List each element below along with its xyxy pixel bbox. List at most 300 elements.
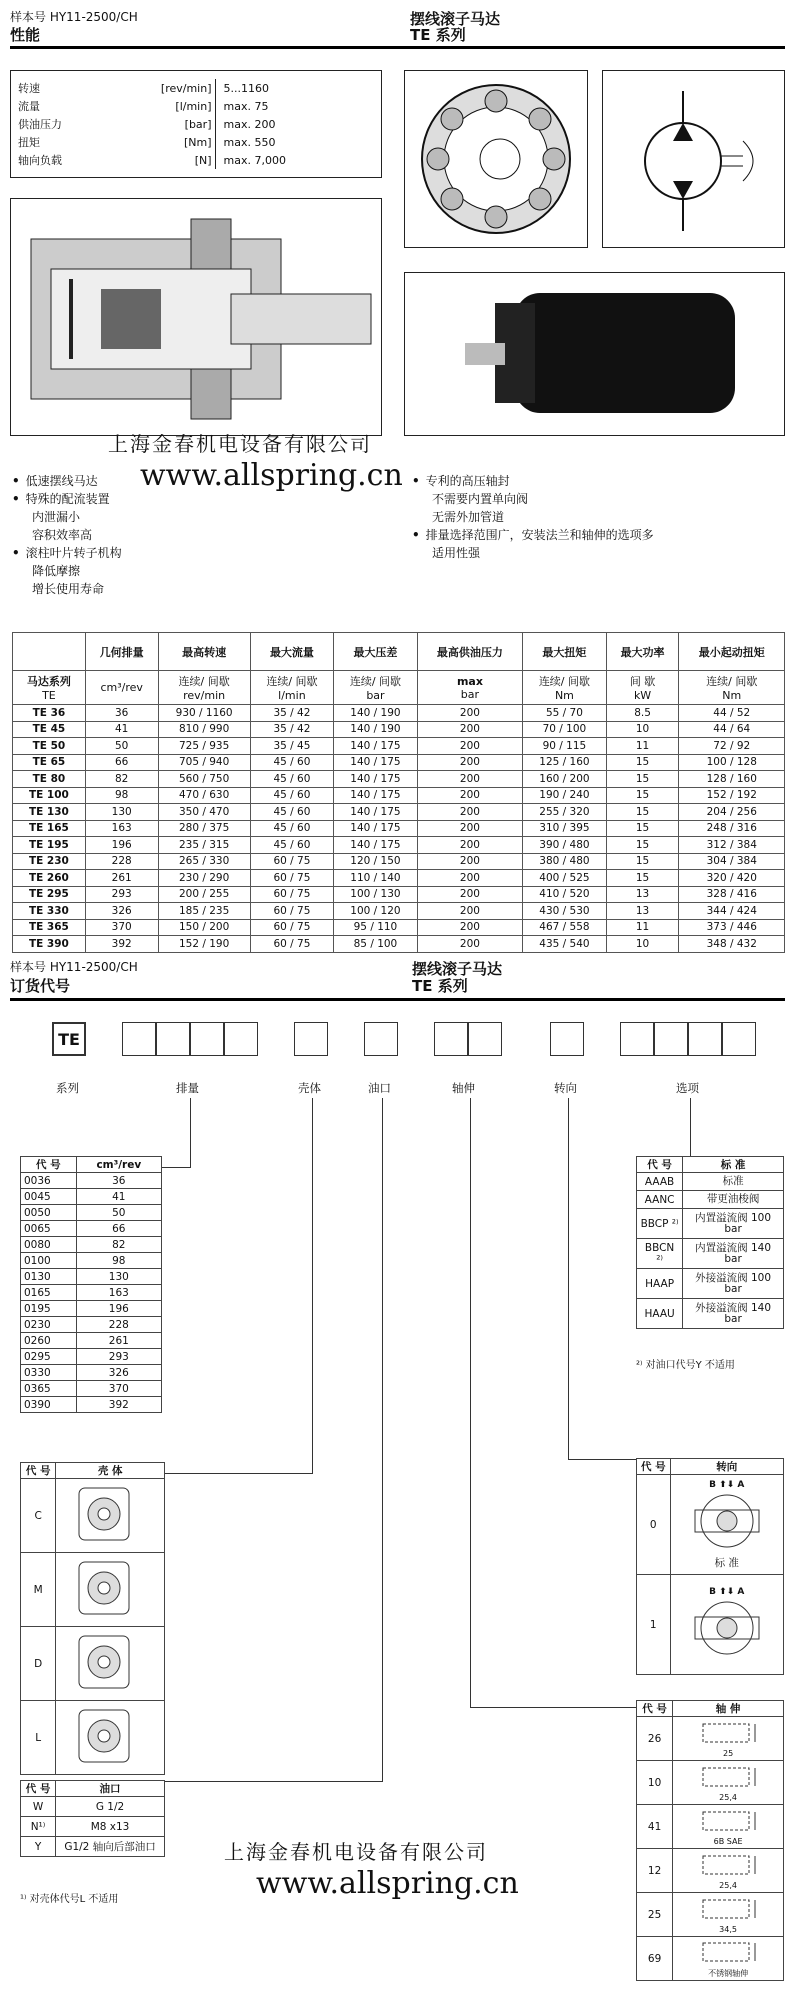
table-cell: 45 / 60 <box>250 754 334 771</box>
disp-value: 163 <box>76 1285 161 1301</box>
table-cell: 140 / 175 <box>334 738 418 755</box>
opt-code: HAAP <box>637 1269 683 1299</box>
col-subheader <box>334 671 418 705</box>
connector-disp-h <box>160 1167 191 1168</box>
spec-box <box>10 70 382 178</box>
disp-code: 0080 <box>21 1237 77 1253</box>
disp-value: 196 <box>76 1301 161 1317</box>
col-header: 最高供油压力 <box>417 633 522 671</box>
shaft-note: 34,5 <box>719 1924 737 1934</box>
table-cell: 15 <box>606 853 679 870</box>
table-cell: 8.5 <box>606 705 679 722</box>
table-cell: 100 / 128 <box>679 754 785 771</box>
bullet-text: 专利的高压轴封 <box>425 474 510 488</box>
housing-h1: 代 号 <box>21 1463 56 1479</box>
table-row <box>637 1849 784 1893</box>
bullet-text: 特殊的配流装置 <box>25 492 110 506</box>
table-cell: 410 / 520 <box>523 886 607 903</box>
table-cell: 200 <box>417 837 522 854</box>
rot-drawing <box>670 1475 783 1575</box>
shaft-table <box>636 1700 784 1981</box>
disp-code: 0065 <box>21 1221 77 1237</box>
spec-row <box>15 151 375 169</box>
table-row <box>637 1937 784 1981</box>
table-cell: 228 <box>85 853 158 870</box>
bullet-item: • 专利的高压轴封 <box>412 474 510 488</box>
table-cell: 45 / 60 <box>250 820 334 837</box>
col-header: 最大扭矩 <box>523 633 607 671</box>
disp-value: 130 <box>76 1269 161 1285</box>
opt-code: HAAU <box>637 1299 683 1329</box>
shaft-h2: 轴 伸 <box>673 1701 784 1717</box>
table-cell: 370 <box>85 919 158 936</box>
table-row <box>13 936 785 953</box>
table-row <box>13 820 785 837</box>
table-cell: 230 / 290 <box>158 870 250 887</box>
table-row <box>13 738 785 755</box>
table-cell: 293 <box>85 886 158 903</box>
spec-name: 供油压力 <box>18 118 62 131</box>
product-title: 摆线滚子马达 <box>410 10 501 28</box>
table-row <box>21 1269 162 1285</box>
housing-code: M <box>21 1553 56 1627</box>
table-cell: TE 230 <box>13 853 86 870</box>
col-subheader-b: cm³/rev <box>100 681 143 694</box>
table-cell: TE 390 <box>13 936 86 953</box>
col-header: 几何排量 <box>85 633 158 671</box>
spec-row <box>15 115 375 133</box>
housing-code: C <box>21 1479 56 1553</box>
product-title-2: 摆线滚子马达 <box>412 960 503 978</box>
table-cell: 72 / 92 <box>679 738 785 755</box>
table-cell: 200 <box>417 870 522 887</box>
table-cell: 248 / 316 <box>679 820 785 837</box>
disp-value: 293 <box>76 1349 161 1365</box>
col-subheader <box>250 671 334 705</box>
table-row <box>13 804 785 821</box>
rot-ab: B ⬆⬇ A <box>709 1479 745 1490</box>
table-cell: 392 <box>85 936 158 953</box>
table-cell: 82 <box>85 771 158 788</box>
spec-value: max. 550 <box>223 135 276 149</box>
table-row <box>13 919 785 936</box>
table-cell: TE 260 <box>13 870 86 887</box>
col-subheader-b: bar <box>366 689 385 702</box>
bullet-text: 排量选择范围广，安装法兰和轴伸的选项多 <box>425 528 654 542</box>
rot-h1: 代 号 <box>637 1459 671 1475</box>
table-row <box>21 1837 165 1857</box>
col-subheader <box>85 671 158 705</box>
shaft-note: 6B SAE <box>713 1836 743 1846</box>
table-cell: TE 100 <box>13 787 86 804</box>
shaft-drawing <box>673 1849 784 1893</box>
bullet-sub: 不需要内置单向阀 <box>432 492 529 506</box>
table-row <box>21 1205 162 1221</box>
col-subheader-a: 连续/ 间歇 <box>538 675 591 688</box>
table-cell: 110 / 140 <box>334 870 418 887</box>
table-cell: 163 <box>85 820 158 837</box>
table-row <box>637 1893 784 1937</box>
table-cell: 98 <box>85 787 158 804</box>
shaft-drawing <box>673 1893 784 1937</box>
spec-unit: [Nm] <box>155 133 215 151</box>
table-cell: 261 <box>85 870 158 887</box>
table-row <box>21 1333 162 1349</box>
col-header: 最高转速 <box>158 633 250 671</box>
catalog-number: 样本号 HY11-2500/CH <box>10 10 138 24</box>
code-box-rotation <box>550 1022 584 1056</box>
connector-shaft-h <box>470 1707 638 1708</box>
col-subheader <box>606 671 679 705</box>
table-cell: 235 / 315 <box>158 837 250 854</box>
table-row <box>21 1301 162 1317</box>
col-subheader-b: Nm <box>722 689 742 702</box>
rot-ab: B ⬆⬇ A <box>709 1587 745 1597</box>
disp-value: 370 <box>76 1381 161 1397</box>
rot-drawing <box>670 1575 783 1675</box>
label-shaft: 轴伸 <box>452 1081 475 1095</box>
bullet-item: • 滚柱叶片转子机构 <box>12 546 122 560</box>
table-row <box>21 1479 165 1553</box>
col-subheader-b: rev/min <box>183 689 226 702</box>
performance-table <box>12 632 785 953</box>
table-cell: 35 / 45 <box>250 738 334 755</box>
bullet-sub: 容积效率高 <box>32 528 93 542</box>
table-cell: 200 <box>417 771 522 788</box>
opt-code: AANC <box>637 1191 683 1209</box>
watermark-url: www.allspring.cn <box>140 458 403 493</box>
code-box-opt-4 <box>722 1022 756 1056</box>
disp-h2: cm³/rev <box>76 1157 161 1173</box>
table-cell: 185 / 235 <box>158 903 250 920</box>
col-header: 最大流量 <box>250 633 334 671</box>
opt-value: 外接溢流阀 100 bar <box>683 1269 784 1299</box>
table-row <box>21 1349 162 1365</box>
table-cell: 66 <box>85 754 158 771</box>
table-cell: 15 <box>606 837 679 854</box>
disp-code: 0045 <box>21 1189 77 1205</box>
label-port: 油口 <box>368 1081 391 1095</box>
options-note: ²⁾ 对油口代号Y 不适用 <box>636 1360 735 1371</box>
col-header: 最小起动扭矩 <box>679 633 785 671</box>
port-code: W <box>21 1797 56 1817</box>
table-cell: 200 <box>417 886 522 903</box>
table-row <box>637 1475 784 1575</box>
table-cell: 70 / 100 <box>523 721 607 738</box>
shaft-drawing <box>673 1717 784 1761</box>
table-cell: 41 <box>85 721 158 738</box>
rot-code: 0 <box>637 1475 671 1575</box>
rot-code: 1 <box>637 1575 671 1675</box>
table-row <box>637 1299 784 1329</box>
rotor-image <box>404 70 588 248</box>
table-cell: 200 <box>417 705 522 722</box>
housing-drawing <box>56 1701 165 1775</box>
table-cell: 200 <box>417 853 522 870</box>
port-note: ¹⁾ 对壳体代号L 不适用 <box>20 1894 119 1905</box>
table-cell: 200 <box>417 738 522 755</box>
table-cell: 470 / 630 <box>158 787 250 804</box>
table-row <box>13 787 785 804</box>
table-row <box>637 1239 784 1269</box>
table-row <box>21 1221 162 1237</box>
table-cell: TE 50 <box>13 738 86 755</box>
table-cell: 200 <box>417 804 522 821</box>
col-subheader <box>679 671 785 705</box>
feature-list-left <box>12 472 302 598</box>
table-cell: 140 / 175 <box>334 754 418 771</box>
col-subheader-a: max <box>456 674 483 688</box>
table-cell: 400 / 525 <box>523 870 607 887</box>
connector-housing <box>312 1098 313 1474</box>
motor-photo <box>404 272 785 436</box>
code-box-shaft-2 <box>468 1022 502 1056</box>
table-cell: TE 130 <box>13 804 86 821</box>
table-cell: 320 / 420 <box>679 870 785 887</box>
spec-name: 扭矩 <box>18 136 40 149</box>
bullet-sub: 适用性强 <box>432 546 481 560</box>
table-cell: 35 / 42 <box>250 705 334 722</box>
spec-value: 5...1160 <box>223 81 269 95</box>
table-cell: 265 / 330 <box>158 853 250 870</box>
port-h2: 油口 <box>56 1781 165 1797</box>
disp-code: 0365 <box>21 1381 77 1397</box>
rotation-table <box>636 1458 784 1675</box>
table-row <box>21 1701 165 1775</box>
table-cell: 95 / 110 <box>334 919 418 936</box>
spec-row <box>15 133 375 151</box>
table-cell: 430 / 530 <box>523 903 607 920</box>
shaft-code: 69 <box>637 1937 673 1981</box>
table-cell: 60 / 75 <box>250 853 334 870</box>
disp-code: 0295 <box>21 1349 77 1365</box>
table-cell: 312 / 384 <box>679 837 785 854</box>
shaft-note: 不锈钢轴伸 <box>708 1968 749 1978</box>
table-cell: 150 / 200 <box>158 919 250 936</box>
shaft-note: 25,4 <box>719 1792 737 1802</box>
table-row <box>21 1817 165 1837</box>
label-options: 选项 <box>676 1081 699 1095</box>
connector-port <box>382 1098 383 1782</box>
shaft-h1: 代 号 <box>637 1701 673 1717</box>
port-code: Y <box>21 1837 56 1857</box>
table-cell: 140 / 175 <box>334 787 418 804</box>
table-cell: 200 <box>417 936 522 953</box>
col-subheader-a: 间 歇 <box>629 675 656 688</box>
table-cell: 140 / 190 <box>334 721 418 738</box>
table-cell: 45 / 60 <box>250 804 334 821</box>
code-box-housing <box>294 1022 328 1056</box>
shaft-code: 26 <box>637 1717 673 1761</box>
disp-value: 326 <box>76 1365 161 1381</box>
col-header: 最大功率 <box>606 633 679 671</box>
table-cell: 50 <box>85 738 158 755</box>
disp-code: 0390 <box>21 1397 77 1413</box>
disp-value: 82 <box>76 1237 161 1253</box>
table-cell: 90 / 115 <box>523 738 607 755</box>
spec-name: 轴向负载 <box>18 154 62 167</box>
header-rule-2 <box>10 998 785 1001</box>
options-table <box>636 1156 784 1329</box>
table-cell: 200 / 255 <box>158 886 250 903</box>
table-cell: TE 36 <box>13 705 86 722</box>
table-cell: 15 <box>606 787 679 804</box>
table-row <box>21 1189 162 1205</box>
table-cell: 140 / 175 <box>334 771 418 788</box>
table-cell: 15 <box>606 771 679 788</box>
disp-value: 98 <box>76 1253 161 1269</box>
table-row <box>13 903 785 920</box>
table-cell: 310 / 395 <box>523 820 607 837</box>
table-row <box>21 1237 162 1253</box>
label-rotation: 转向 <box>554 1081 577 1095</box>
order-title: 订货代号 <box>10 977 71 995</box>
opt-h1: 代 号 <box>637 1157 683 1173</box>
table-row <box>21 1173 162 1189</box>
header-rule <box>10 46 785 49</box>
opt-code: BBCP ²⁾ <box>637 1209 683 1239</box>
table-cell: 152 / 192 <box>679 787 785 804</box>
spec-value: max. 200 <box>223 117 276 131</box>
table-cell: 204 / 256 <box>679 804 785 821</box>
col-subheader-b: TE <box>42 689 56 702</box>
table-row <box>21 1253 162 1269</box>
spec-unit: [l/min] <box>155 97 215 115</box>
table-cell: 60 / 75 <box>250 919 334 936</box>
table-cell: 15 <box>606 804 679 821</box>
spec-value: max. 75 <box>223 99 269 113</box>
table-cell: 125 / 160 <box>523 754 607 771</box>
code-box-disp-4 <box>224 1022 258 1056</box>
table-cell: 45 / 60 <box>250 787 334 804</box>
connector-rotation <box>568 1098 569 1460</box>
bullet-text: 低速摆线马达 <box>25 474 98 488</box>
spec-row <box>15 79 375 97</box>
table-cell: 810 / 990 <box>158 721 250 738</box>
table-cell: 390 / 480 <box>523 837 607 854</box>
table-cell: 55 / 70 <box>523 705 607 722</box>
product-series: TE 系列 <box>410 26 466 44</box>
table-row <box>637 1761 784 1805</box>
table-cell: 11 <box>606 738 679 755</box>
disp-code: 0230 <box>21 1317 77 1333</box>
table-row <box>637 1805 784 1849</box>
code-box-disp-3 <box>190 1022 224 1056</box>
table-cell: 930 / 1160 <box>158 705 250 722</box>
table-cell: 328 / 416 <box>679 886 785 903</box>
table-cell: 200 <box>417 820 522 837</box>
col-subheader-a: 马达系列 <box>26 675 71 688</box>
opt-code: BBCN ²⁾ <box>637 1239 683 1269</box>
table-cell: 326 <box>85 903 158 920</box>
table-row <box>21 1381 162 1397</box>
table-cell: 255 / 320 <box>523 804 607 821</box>
disp-value: 228 <box>76 1317 161 1333</box>
opt-code: AAAB <box>637 1173 683 1191</box>
table-cell: 15 <box>606 870 679 887</box>
table-cell: TE 65 <box>13 754 86 771</box>
table-row <box>21 1627 165 1701</box>
table-cell: TE 365 <box>13 919 86 936</box>
disp-code: 0036 <box>21 1173 77 1189</box>
table-cell: 36 <box>85 705 158 722</box>
opt-value: 带更油梭阀 <box>683 1191 784 1209</box>
connector-shaft <box>470 1098 471 1708</box>
col-subheader-b: Nm <box>554 689 574 702</box>
table-row <box>13 886 785 903</box>
disp-code: 0195 <box>21 1301 77 1317</box>
table-cell: 200 <box>417 754 522 771</box>
bullet-item: • 排量选择范围广，安装法兰和轴伸的选项多 <box>412 528 654 542</box>
disp-code: 0260 <box>21 1333 77 1349</box>
table-cell: 11 <box>606 919 679 936</box>
connector-rotation-h <box>568 1459 638 1460</box>
port-value: M8 x13 <box>56 1817 165 1837</box>
table-cell: 380 / 480 <box>523 853 607 870</box>
label-displacement: 排量 <box>176 1081 199 1095</box>
table-cell: 200 <box>417 787 522 804</box>
code-box-disp-2 <box>156 1022 190 1056</box>
bullet-item: • 低速摆线马达 <box>12 474 98 488</box>
table-cell: 705 / 940 <box>158 754 250 771</box>
cutaway-image <box>10 198 382 436</box>
table-row <box>637 1717 784 1761</box>
table-cell: 467 / 558 <box>523 919 607 936</box>
table-cell: 140 / 175 <box>334 837 418 854</box>
housing-drawing <box>56 1553 165 1627</box>
table-cell: 152 / 190 <box>158 936 250 953</box>
table-cell: 140 / 190 <box>334 705 418 722</box>
table-cell: 45 / 60 <box>250 837 334 854</box>
table-cell: 280 / 375 <box>158 820 250 837</box>
port-value: G1/2 轴向后部油口 <box>56 1837 165 1857</box>
col-subheader-a: 连续/ 间歇 <box>178 675 230 688</box>
code-box-port <box>364 1022 398 1056</box>
table-cell: 373 / 446 <box>679 919 785 936</box>
bullet-text: 滚柱叶片转子机构 <box>25 546 122 560</box>
table-cell: TE 195 <box>13 837 86 854</box>
rot-standard: 标 准 <box>714 1556 739 1569</box>
table-row <box>21 1317 162 1333</box>
table-cell: TE 80 <box>13 771 86 788</box>
housing-table <box>20 1462 165 1775</box>
table-row <box>637 1269 784 1299</box>
rot-h2: 转向 <box>670 1459 783 1475</box>
bullet-sub: 降低摩擦 <box>32 564 81 578</box>
code-box-disp-1 <box>122 1022 156 1056</box>
table-row <box>13 771 785 788</box>
code-box-te: TE <box>52 1022 86 1056</box>
table-cell: 190 / 240 <box>523 787 607 804</box>
table-cell: 15 <box>606 820 679 837</box>
table-cell: TE 295 <box>13 886 86 903</box>
table-row <box>637 1575 784 1675</box>
table-cell: 160 / 200 <box>523 771 607 788</box>
code-box-opt-1 <box>620 1022 654 1056</box>
disp-code: 0050 <box>21 1205 77 1221</box>
port-table <box>20 1780 165 1857</box>
table-cell: 560 / 750 <box>158 771 250 788</box>
table-cell: 44 / 64 <box>679 721 785 738</box>
table-cell: 60 / 75 <box>250 886 334 903</box>
shaft-code: 10 <box>637 1761 673 1805</box>
disp-code: 0130 <box>21 1269 77 1285</box>
table-cell: 128 / 160 <box>679 771 785 788</box>
table-cell: 13 <box>606 903 679 920</box>
table-cell: 304 / 384 <box>679 853 785 870</box>
col-subheader <box>13 671 86 705</box>
spec-row <box>15 97 375 115</box>
